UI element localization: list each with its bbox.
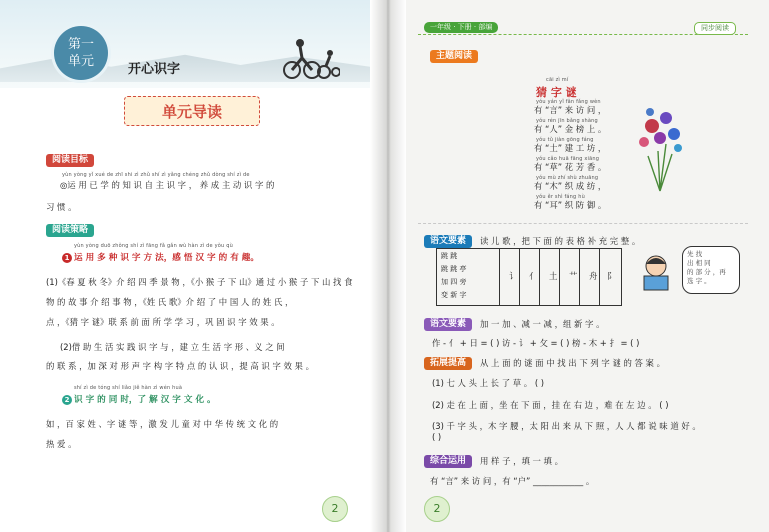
goal-text-line2: 习 惯 。 [46,202,77,212]
cyclist-illustration [282,36,340,80]
q3-tag: 拓展提高 [424,357,472,370]
poem-line1: 有 “言” 来 访 问 ， [534,105,607,115]
strategy1-heading [62,251,259,263]
right-page-number: 2 [424,496,450,522]
header-right-tag: 同步阅读 [694,22,736,35]
poem-line3-pinyin: yǒu tǔ jiàn gōng fáng [536,137,594,143]
table-col-3: 土 [549,271,558,281]
q2-instruction: 加 一 加 、减 一 减 ，组 新 字 。 [480,319,605,329]
grade-tag: 一年级 · 下册 · 部编 [424,22,498,33]
q4-instruction: 用 样 子 ，填 一 填 。 [480,456,563,466]
strategy1-line5: 的 联 系 ，加 深 对 形 声 字 构 字 特 点 的 认 识 ，提 高 识 字 效 果 。 [46,361,314,371]
poem-line1-pinyin: yǒu yán yǐ fǎn fǎng wèn [536,99,601,105]
q2-equations: 作 - 亻 + 日 = ( ) 访 - 讠 + 攵 = ( ) 榜 - 木 + 扌 = ( ) [432,338,640,348]
table-col-5: 舟 [589,271,598,281]
strategy1-line4: (2)借 助 生 活 实 践 识 字 与 ，建 立 生 活 字 形 、义 之 间 [60,342,285,352]
strategy2-pinyin: shí zì de tóng shí liǎo jiě hàn zì wén huà [74,385,183,391]
table-row-label-4: 变 新 字 [441,291,467,299]
goal-text-line1: ◎运 用 已 学 的 知 识 自 主 识 字 ， 养 成 主 动 识 字 的 [60,180,275,190]
unit-guide-title-text: 单元导读 [161,102,222,121]
left-page-number: 2 [322,496,348,522]
strategy1-line2: 物 的 故 事 介 绍 事 物 ，《姓 氏 歌》介 绍 了 中 国 人 的 姓 氏 ， [46,297,294,307]
poem-line4-pinyin: yǒu cǎo huā fāng xiāng [536,156,600,162]
unit-title: 开心识字 [128,62,181,77]
table-col-divider [559,249,560,305]
poem-line4: 有 “草” 花 芳 香 。 [534,162,607,172]
hint-bubble [682,246,740,294]
poem-line2-pinyin: yǒu rén jīn bǎng shàng [536,118,598,124]
number-1-icon: 1 [62,253,72,263]
poem-line3: 有 “土” 建 工 坊 ， [534,143,607,153]
table-col-6: 阝 [607,271,616,281]
reading-strategy-tag: 阅读策略 [46,224,94,237]
flower-bouquet-illustration [630,96,690,196]
table-col-divider [499,249,500,305]
q3-item-1: (1) 七 人 头 上 长 了 草 。 ( ) [432,378,545,388]
hint-bubble-text: 先 找 出 相 同 的 部 分 ，再 选 字 。 [687,250,726,285]
strategy1-heading-text: 运 用 多 种 识 字 方 法，感 悟 汉 字 的 有 趣。 [74,253,259,263]
table-col-divider [539,249,540,305]
q3-instruction: 从 上 面 的 谜 面 中 找 出 下 列 字 谜 的 答 案 。 [480,358,665,368]
q2-tag: 语文要素 [424,318,472,331]
poem-line5: 有 “木” 织 成 纺 ， [534,181,607,191]
reading-goal-tag: 阅读目标 [46,154,94,167]
q3-item-3-blank: ( ) [432,432,442,442]
number-2-icon: 2 [62,395,72,405]
q1-instruction: 读 儿 歌 ，把 下 面 的 表 格 补 充 完 整 。 [480,236,641,246]
table-col-divider [519,249,520,305]
poem-line2: 有 “人” 金 榜 上 。 [534,124,607,134]
unit-badge [54,26,108,80]
table-col-divider [579,249,580,305]
divider [418,223,748,224]
child-reading-illustration [636,252,676,292]
strategy1-line1: (1)《春 夏 秋 冬》介 绍 四 季 景 物 ，《小 猴 子 下 山》通 过 小 猴 子 下 山 找 食 [46,277,353,287]
strategy2-heading [62,393,216,405]
table-col-4: 艹 [569,271,578,281]
theme-reading-tag: 主题阅读 [430,50,478,63]
table-col-divider [599,249,600,305]
table-row-label-2: 跳 跳 亭 [441,265,467,273]
q4-tag: 综合运用 [424,455,472,468]
q3-item-2: (2) 走 在 上 面 ，坐 在 下 面 ，挂 在 右 边 ，难 在 左 边 。 ( ) [432,400,669,410]
word-table [436,248,622,306]
table-row-label-3: 加 四 旁 [441,278,467,286]
strategy1-line3: 点 ，《猜 字 谜》联 系 前 面 所 学 学 习 ，巩 固 识 字 效 果 。 [46,317,280,327]
goal-pinyin: yùn yòng yǐ xué de zhī shi zì zhǔ shí zì yǎng chéng zhǔ dòng shí zì de [62,172,250,178]
strategy2-line2: 热 爱 。 [46,439,77,449]
poem-line6: 有 “耳” 织 防 御 。 [534,200,607,210]
q3-item-3: (3) 千 字 头 ，木 字 腰 ，太 阳 出 来 从 下 照 ，人 人 都 说 味 道 好 。 [432,421,701,431]
poem-line5-pinyin: yǒu mù zhí shù zhuāng [536,175,599,181]
poem-title-pinyin: cāi zì mí [546,77,569,83]
poem-line6-pinyin: yǒu ěr shì fáng hù [536,194,585,200]
q1-tag: 语文要素 [424,235,472,248]
unit-guide-title [124,96,260,126]
strategy2-heading-text: 识 字 的 同 时，了 解 汉 字 文 化 。 [74,395,216,405]
unit-badge-text: 第一 单元 [67,37,94,69]
strategy1-pinyin: yùn yòng duō zhǒng shí zì fāng fǎ gǎn wù hàn zì de yǒu qù [74,243,233,249]
left-page [0,0,384,532]
strategy2-line1: 如 ，百 家 姓 、字 谜 等 ，激 发 儿 童 对 中 华 传 统 文 化 的 [46,419,279,429]
q4-fill-line: 有 “言” 来 访 问 ，有 “户” ____________ 。 [430,476,595,486]
table-col-1: 讠 [509,271,518,281]
table-col-2: 亻 [529,271,538,281]
table-row-label-1: 跳 跳 [441,252,458,260]
poem-title: 猜 字 谜 [536,86,577,99]
